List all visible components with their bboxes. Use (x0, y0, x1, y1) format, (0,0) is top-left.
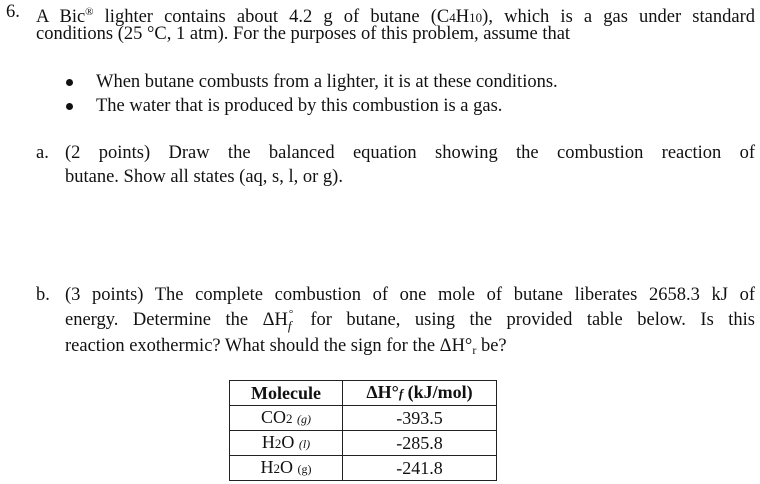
bullet-icon (66, 79, 73, 86)
value-cell: -285.8 (343, 431, 497, 456)
molecule-cell: H2O (l) (230, 431, 343, 456)
bullet-icon (66, 103, 73, 110)
molecule-cell: CO2 (g) (230, 406, 343, 431)
table-header-row (230, 381, 497, 406)
question-line-2: conditions (25 °C, 1 atm). For the purposes of this problem, assume that (36, 24, 571, 44)
part-b-line-2: energy. Determine the ΔH ° $_f$ for butane, using the provided table below. Is this (65, 308, 755, 333)
part-b-line-3: reaction exothermic? What should the sign for the ΔH°r be? (65, 336, 507, 357)
bullet-item: The water that is produced by this combustion is a gas. (96, 96, 503, 116)
table-row (230, 406, 497, 431)
table-row (230, 431, 497, 456)
value-cell: -393.5 (343, 406, 497, 431)
part-b-label: b. (36, 285, 50, 305)
part-a-line-1: (2 points) Draw the balanced equation showing the combustion reaction of (65, 143, 755, 163)
part-b-line-1: (3 points) The complete combustion of one mole of butane liberates 2658.3 kJ of (65, 285, 755, 305)
header-molecule: Molecule (230, 381, 343, 406)
molecule-cell: H2O (g) (230, 456, 343, 481)
header-enthalpy: ΔH°f (kJ/mol) (343, 381, 497, 406)
bullet-item: When butane combusts from a lighter, it is at these conditions. (96, 72, 558, 92)
table-row (230, 456, 497, 481)
value-cell: -241.8 (343, 456, 497, 481)
question-line-1: A Bic® lighter contains about 4.2 g of butane (C4H10), which is a gas under standard (36, 6, 755, 28)
part-a-line-2: butane. Show all states (aq, s, l, or g). (65, 167, 343, 187)
part-a-label: a. (36, 143, 49, 163)
question-number: 6. (6, 2, 20, 22)
enthalpy-table (229, 380, 497, 481)
